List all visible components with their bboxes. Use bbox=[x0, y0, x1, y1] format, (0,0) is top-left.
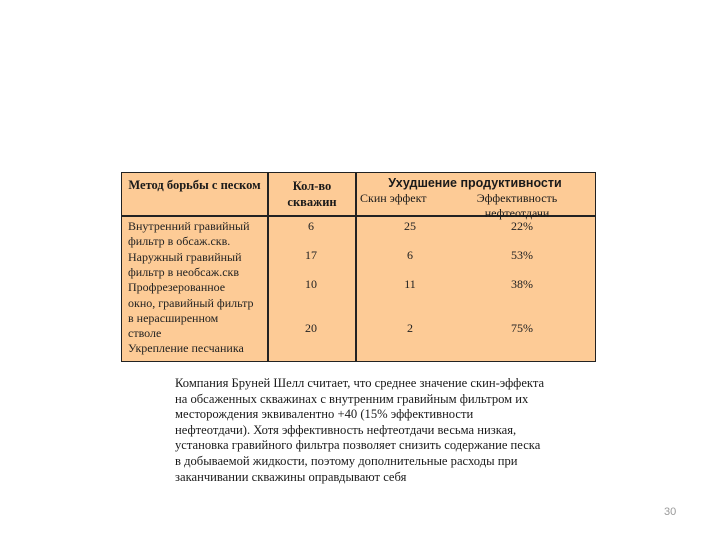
row-efficiency: 38% bbox=[511, 277, 533, 291]
row-skin: 2 bbox=[407, 321, 413, 335]
paragraph-line: месторождения эквивалентно +40 (15% эффективности bbox=[175, 407, 474, 422]
row-count: 20 bbox=[305, 321, 317, 335]
page-number: 30 bbox=[664, 506, 677, 518]
method-line: Внутренний гравийный bbox=[128, 219, 250, 233]
paragraph-line: в добываемой жидкости, поэтому дополнительные расходы при bbox=[175, 453, 518, 468]
row-count: 17 bbox=[305, 248, 317, 262]
row-skin: 11 bbox=[404, 277, 416, 291]
method-line: Укрепление песчаника bbox=[128, 341, 244, 355]
row-count: 6 bbox=[308, 219, 314, 233]
paragraph-line: Компания Бруней Шелл считает, что среднее значение скин-эффекта bbox=[175, 376, 545, 390]
row-efficiency: 22% bbox=[511, 219, 533, 233]
paragraph-line: установка гравийного фильтра позволяет снизить содержание песка bbox=[175, 438, 541, 453]
row-efficiency: 75% bbox=[511, 321, 533, 335]
method-line: фильтр в обсаж.скв. bbox=[128, 234, 231, 248]
method-line: фильтр в необсаж.скв bbox=[128, 265, 240, 279]
paragraph-line: на обсаженных скважинах с внутренним гравийным фильтром их bbox=[175, 391, 529, 406]
method-line: окно, гравийный фильтр bbox=[128, 296, 254, 310]
header-count: Кол-во скважин bbox=[287, 179, 337, 209]
header-productivity-group: Ухудшение продуктивности bbox=[388, 176, 562, 190]
row-skin: 25 bbox=[404, 219, 416, 233]
row-count: 10 bbox=[305, 277, 317, 291]
row-skin: 6 bbox=[407, 248, 413, 262]
header-skin-effect: Скин эффект bbox=[360, 191, 427, 205]
paragraph-line: нефтеотдачи). Хотя эффективность нефтеотдачи весьма низкая, bbox=[175, 422, 517, 437]
sand-control-table bbox=[121, 172, 596, 362]
row-efficiency: 53% bbox=[511, 248, 533, 262]
header-efficiency: Эффективность нефтеотдачи bbox=[476, 191, 558, 220]
paragraph-line: заканчивании скважины оправдывают себя bbox=[175, 469, 407, 484]
header-method: Метод борьбы с песком bbox=[128, 178, 261, 192]
method-line: в нерасширенном bbox=[128, 311, 219, 325]
method-line: стволе bbox=[128, 326, 162, 340]
method-line: Профрезерованное bbox=[128, 280, 226, 294]
description-paragraph bbox=[175, 376, 575, 485]
method-line: Наружный гравийный bbox=[128, 250, 242, 264]
